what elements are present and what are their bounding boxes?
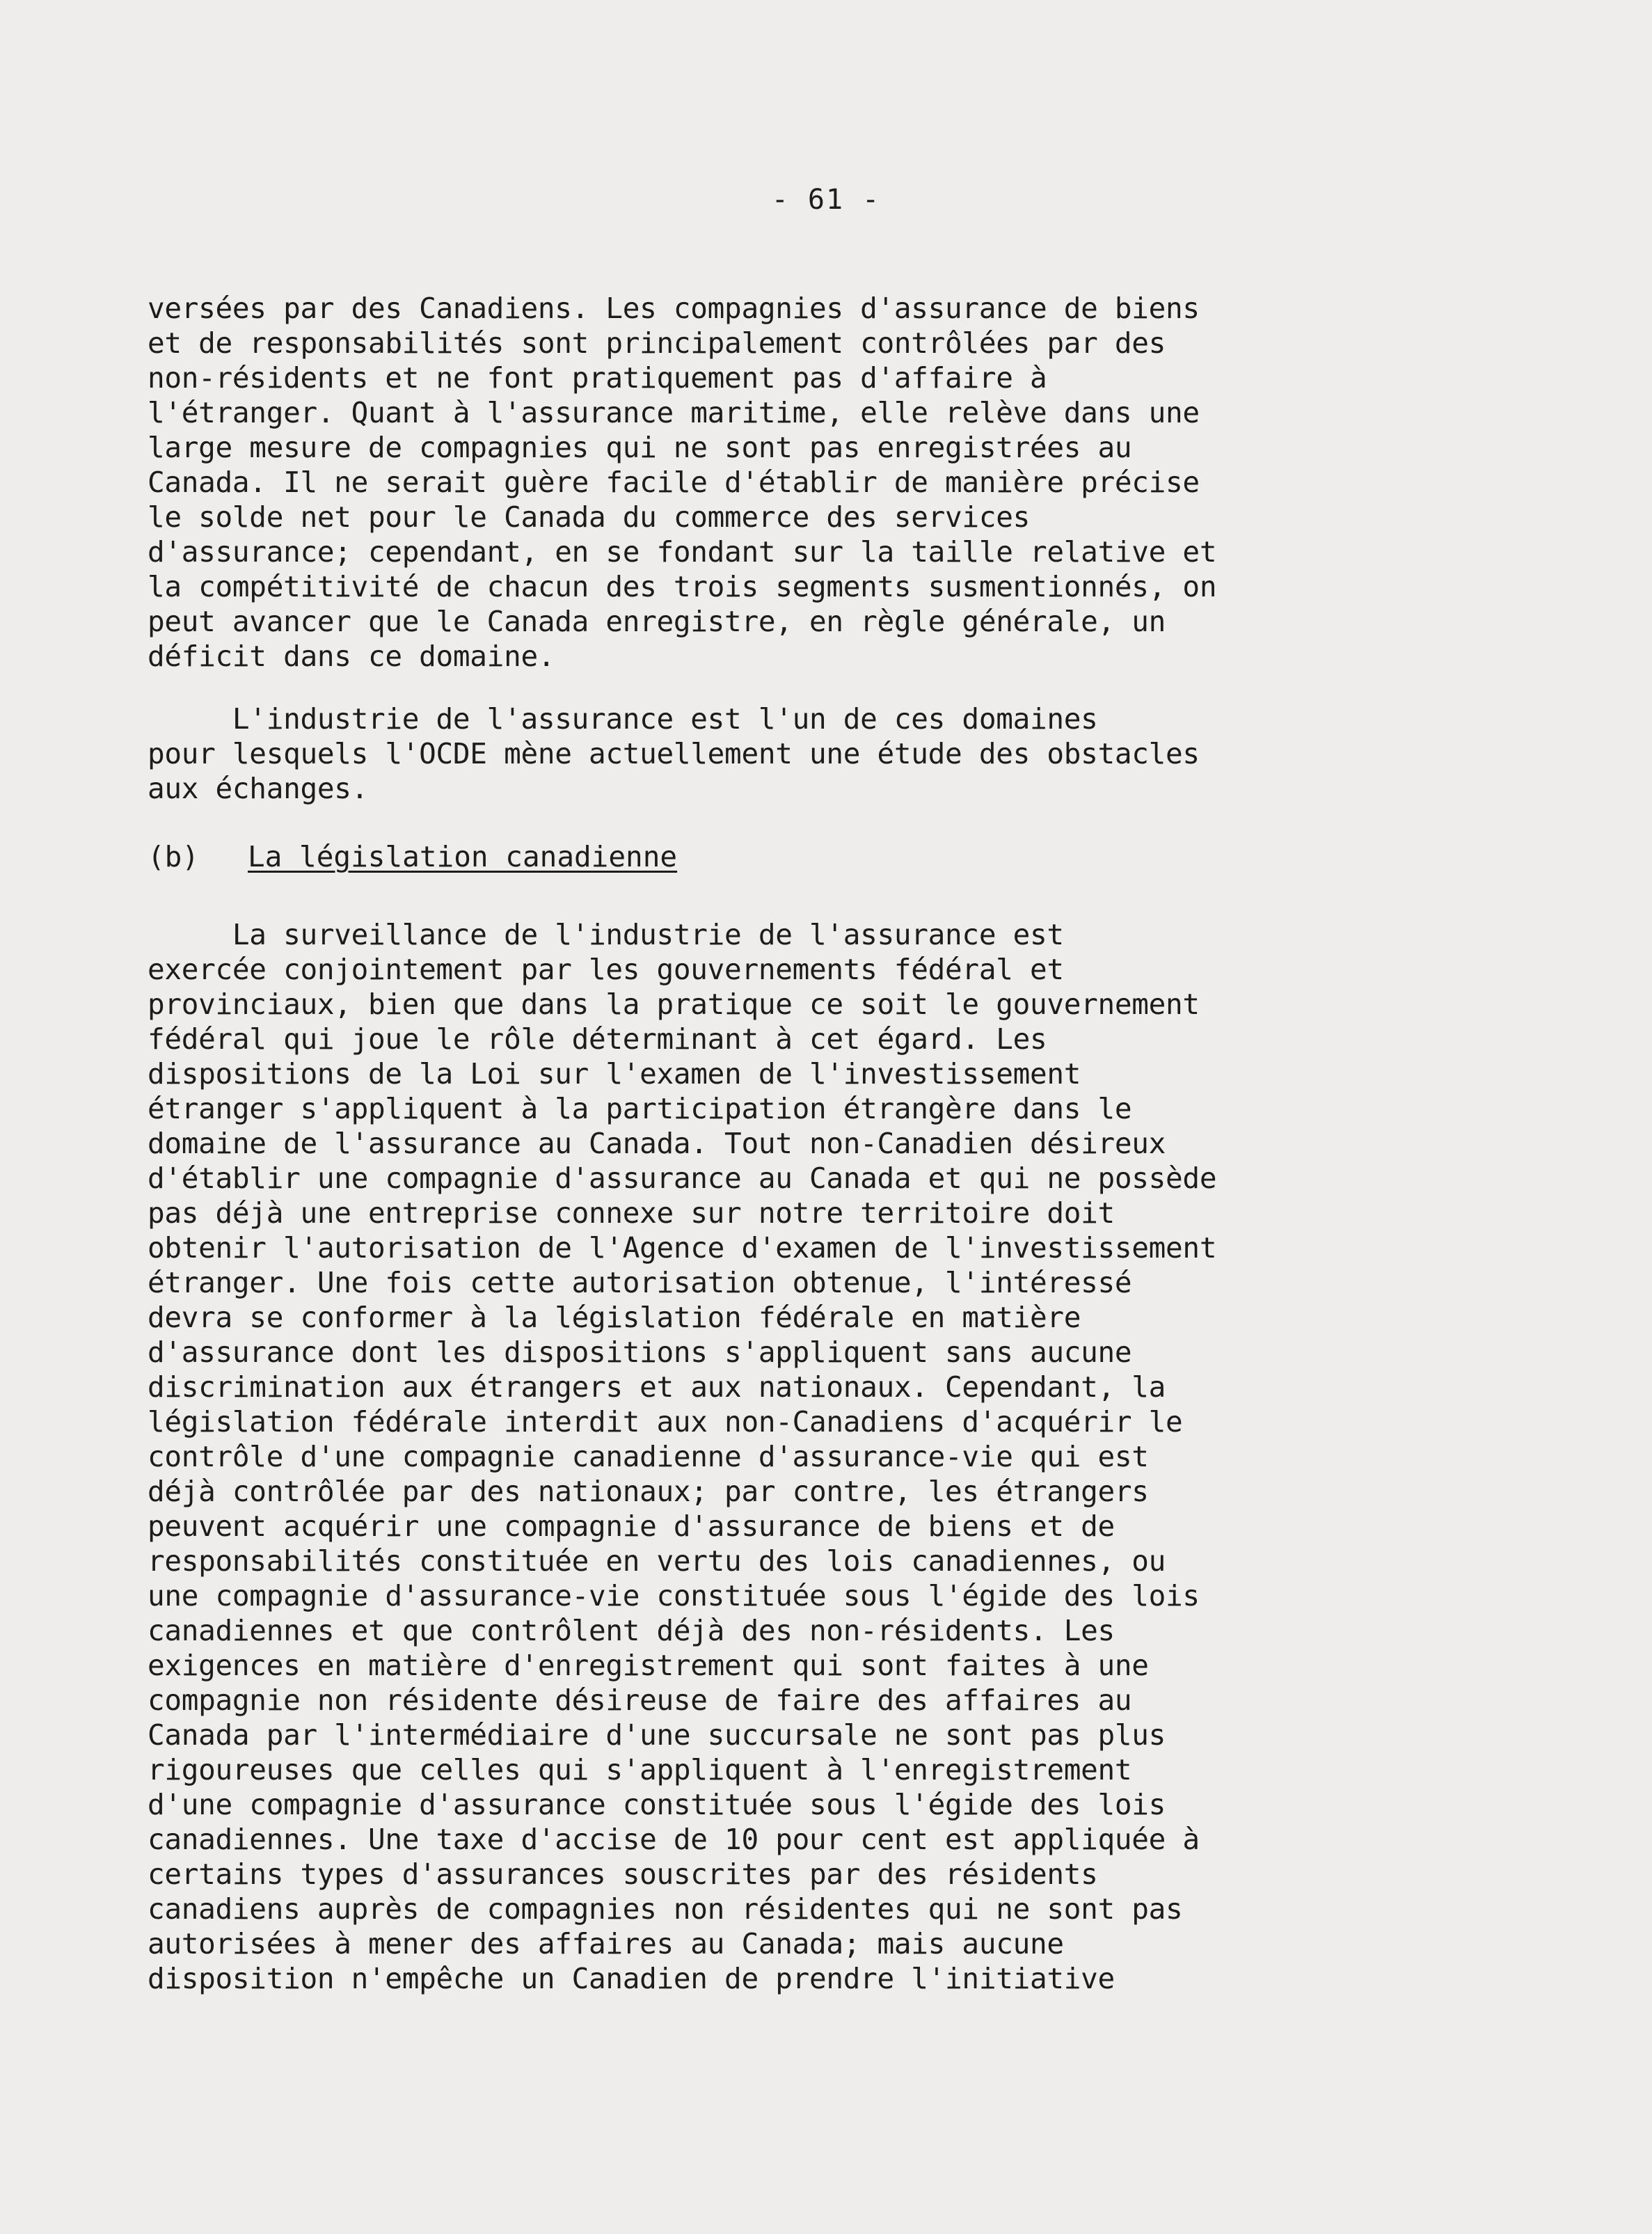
text-line: canadiennes et que contrôlent déjà des non-résidents. Les	[148, 1614, 1115, 1647]
text-line: devra se conformer à la législation fédérale en matière	[148, 1301, 1081, 1334]
text-line: responsabilités constituée en vertu des lois canadiennes, ou	[148, 1544, 1166, 1578]
text-line: fédéral qui joue le rôle déterminant à cet égard. Les	[148, 1022, 1047, 1056]
text-line: dispositions de la Loi sur l'examen de l'investissement	[148, 1057, 1081, 1091]
text-line: le solde net pour le Canada du commerce des services	[148, 500, 1030, 534]
text-line: provinciaux, bien que dans la pratique ce soit le gouvernement	[148, 988, 1200, 1021]
text-line: l'étranger. Quant à l'assurance maritime, elle relève dans une	[148, 396, 1200, 429]
text-line: canadiens auprès de compagnies non résidentes qui ne sont pas	[148, 1892, 1183, 1926]
text-line: peut avancer que le Canada enregistre, en règle générale, un	[148, 605, 1166, 638]
text-line: d'assurance dont les dispositions s'appliquent sans aucune	[148, 1336, 1132, 1369]
text-line: pas déjà une entreprise connexe sur notre territoire doit	[148, 1196, 1115, 1230]
text-line: d'établir une compagnie d'assurance au Canada et qui ne possède	[148, 1162, 1217, 1195]
text-line: obtenir l'autorisation de l'Agence d'examen de l'investissement	[148, 1231, 1217, 1265]
text-line: étranger s'appliquent à la participation étrangère dans le	[148, 1092, 1132, 1125]
text-line: Canada par l'intermédiaire d'une succursale ne sont pas plus	[148, 1718, 1166, 1752]
text-line: étranger. Une fois cette autorisation obtenue, l'intéressé	[148, 1266, 1132, 1299]
text-line: versées par des Canadiens. Les compagnies d'assurance de biens	[148, 292, 1200, 325]
page-number: - 61 -	[771, 184, 881, 216]
text-line: compagnie non résidente désireuse de faire des affaires au	[148, 1684, 1132, 1717]
text-line: d'une compagnie d'assurance constituée sous l'égide des lois	[148, 1788, 1166, 1821]
text-line: pour lesquels l'OCDE mène actuellement une étude des obstacles	[148, 737, 1200, 770]
text-line: Canada. Il ne serait guère facile d'établir de manière précise	[148, 466, 1200, 499]
text-line: législation fédérale interdit aux non-Canadiens d'acquérir le	[148, 1405, 1183, 1439]
text-line: non-résidents et ne font pratiquement pas d'affaire à	[148, 361, 1047, 395]
text-line: aux échanges.	[148, 772, 368, 805]
text-line: large mesure de compagnies qui ne sont pas enregistrées au	[148, 431, 1132, 464]
text-line: déjà contrôlée par des nationaux; par contre, les étrangers	[148, 1475, 1149, 1508]
text-line: la compétitivité de chacun des trois segments susmentionnés, on	[148, 570, 1217, 603]
text-line: canadiennes. Une taxe d'accise de 10 pour cent est appliquée à	[148, 1823, 1200, 1856]
text-line: exigences en matière d'enregistrement qui sont faites à une	[148, 1649, 1149, 1682]
text-line: une compagnie d'assurance-vie constituée sous l'égide des lois	[148, 1579, 1200, 1613]
text-line: exercée conjointement par les gouvernements fédéral et	[148, 953, 1064, 986]
text-line: rigoureuses que celles qui s'appliquent à l'enregistrement	[148, 1753, 1132, 1787]
text-line: peuvent acquérir une compagnie d'assurance de biens et de	[148, 1510, 1115, 1543]
text-line: déficit dans ce domaine.	[148, 640, 555, 673]
text-line: disposition n'empêche un Canadien de prendre l'initiative	[148, 1962, 1115, 1995]
bleed-through-texture	[97, 2004, 1231, 2039]
section-title: La législation canadienne	[248, 840, 678, 873]
section-label: (b)	[148, 840, 200, 873]
text-line: contrôle d'une compagnie canadienne d'assurance-vie qui est	[148, 1440, 1149, 1473]
text-line: La surveillance de l'industrie de l'assurance est	[148, 918, 1064, 951]
text-line: et de responsabilités sont principalement contrôlées par des	[148, 326, 1166, 360]
text-line: discrimination aux étrangers et aux nationaux. Cependant, la	[148, 1370, 1166, 1404]
text-line: autorisées à mener des affaires au Canada; mais aucune	[148, 1927, 1064, 1960]
text-line: domaine de l'assurance au Canada. Tout non-Canadien désireux	[148, 1127, 1166, 1160]
text-line: certains types d'assurances souscrites par des résidents	[148, 1857, 1098, 1891]
text-line: d'assurance; cependant, en se fondant sur la taille relative et	[148, 535, 1217, 569]
text-line: L'industrie de l'assurance est l'un de ces domaines	[148, 702, 1098, 736]
